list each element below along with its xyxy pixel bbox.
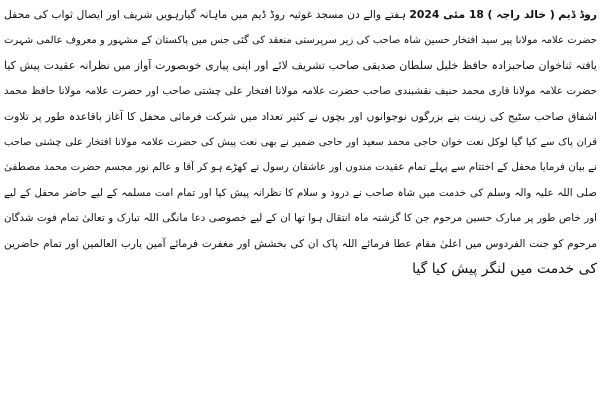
article-line-10: مرحوم کو جنت الفردوس میں اعلیٰ مقام عطا فرمائے اللہ پاک ان کی بخشش اور مغفرت فرمائے آمین یارب العالمین اور تمام حاضرین xyxy=(4,237,597,250)
article-line-1 xyxy=(4,2,597,28)
article-line-8: صلی اللہ علیہ والہ وسلم کی خدمت میں شاہ صاحب نے درود و سلام کا نظرانہ پیش کیا اور تمام امت مسلمہ کے لیے حاضر محفل کے لیے xyxy=(4,186,597,199)
dateline-place: روڈ ڈیم xyxy=(558,8,597,21)
article-line-5: اشفاق صاحب سٹیج کی زینت بنے بزرگوں نوجوانوں اور بچوں نے کثیر تعداد میں شرکت فرمائی محفل کا آغاز باقاعدہ طور پر تلاوت xyxy=(4,110,597,123)
article-line-7: نے بیان فرمایا محفل کے اختتام سے پہلے تمام عقیدت مندوں اور عاشقان رسول نے کھڑے ہو کر آقا و عالم نور مجسم حضرت محمد مصطفیٰ xyxy=(4,161,597,173)
article-line-1-text: ہفتے والے دن مسجد غوثیہ روڈ ڈیم میں ماہانہ گیارہویں شریف اور ایصال ثواب کی محفل xyxy=(4,8,406,21)
article-line-11: کی خدمت میں لنگر پیش کیا گیا xyxy=(412,261,597,277)
article-line-3: یافتہ ثناخوان صاحبزادہ حافظ خلیل سلطان صدیقی صاحب تشریف لائے اور اپنی پیاری خوبصورت آواز میں نظرانہ عقیدت پیش کیا xyxy=(4,59,597,72)
article-line-6: قران پاک سے کیا گیا لوکل نعت خوان حاجی محمد سعید اور حاجی ضمیر نے بھی نعت پیش کی حضرت علامہ مولانا افتخار علی چشتی صاحب xyxy=(4,136,597,148)
dateline-date: 18 مئی 2024 xyxy=(409,8,484,21)
news-article xyxy=(4,2,597,406)
reporter-byline: ( خالد راجہ ) xyxy=(487,8,555,21)
article-line-4: حضرت علامہ مولانا قاری محمد حنیف نقشبندی صاحب حضرت علامہ مولانا افتخار علی چشتی صاحب اور حضرت علامہ مولانا حافظ محمد xyxy=(4,84,597,97)
article-line-9: اور خاص طور پر مبارک حسین مرحوم جن کا گزشتہ ماہ انتقال ہوا تھا ان کے لیے خصوصی دعا مانگی اللہ تبارک و تعالیٰ تمام فوت شدگان xyxy=(4,212,597,224)
article-line-2: حضرت علامہ مولانا پیر سید افتخار حسین شاہ صاحب کی زیر سرپرستی منعقد کی گئی جس میں پاکستان کے مشہور و معروف عالمی شہرت xyxy=(4,34,597,46)
